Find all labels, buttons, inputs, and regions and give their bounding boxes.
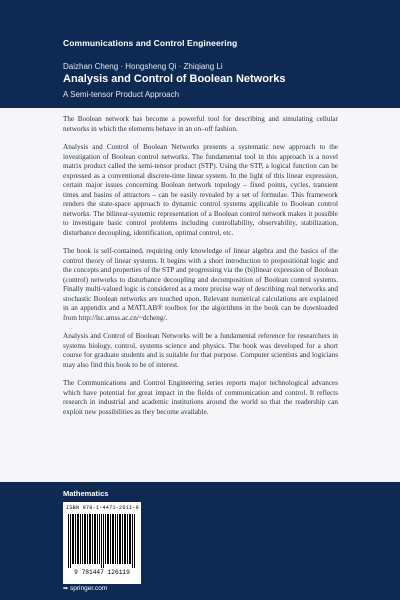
description-panel xyxy=(0,108,400,482)
publisher-link[interactable] xyxy=(63,585,107,592)
isbn-barcode xyxy=(63,502,141,584)
paragraph-5: The Communications and Control Engineering series reports major technological advances which have potential for great impact in the fields of communication and control. It reflects research in industrial and academic institutions around the world so that the readership can exploit new possibilities as they become available. xyxy=(63,379,338,416)
footer-band xyxy=(0,482,400,600)
arrow-right-icon: ➡ xyxy=(63,586,69,592)
paragraph-1: The Boolean network has become a powerful tool for describing and simulating cellular networks in which the elements behave in an on–off fashion. xyxy=(63,115,338,133)
book-subtitle: A Semi-tensor Product Approach xyxy=(63,90,180,99)
subject-label: Mathematics xyxy=(63,489,109,498)
paragraph-2: Analysis and Control of Boolean Networks presents a systematic new approach to the investigation of Boolean control networks. The fundamental tool in this approach is a novel matrix product called the semi-tensor product (STP). Using the STP, a logical function can be expressed as a conventional discrete-time linear system. In the light of this linear expression, certain major issues concerning Boolean network topology – fixed points, cycles, transient times and basins of attractors – can be easily revealed by a set of formulae. This framework renders the state-space approach to dynamic control systems applicable to Boolean control networks. The bilinear-systemic representation of a Boolean control network makes it possible to investigate basic control problems including controllability, observability, stabilization, disturbance decoupling, identification, optimal control, etc. xyxy=(63,143,338,237)
publisher-url[interactable]: springer.com xyxy=(70,585,108,592)
barcode-icon xyxy=(68,514,136,568)
paragraph-4: Analysis and Control of Boolean Networks will be a fundamental reference for researchers in systems biology, control, systems science and physics. The book was developed for a short course for graduate students and is suitable for that purpose. Computer scientists and logicians may also find this book to be of interest. xyxy=(63,332,338,369)
header-band xyxy=(0,0,400,108)
series-name: Communications and Control Engineering xyxy=(63,38,238,48)
isbn-label: ISBN 978-1-4471-2611-9 xyxy=(66,505,139,511)
authors: Daizhan Cheng · Hongsheng Qi · Zhiqiang Li xyxy=(63,62,223,71)
barcode-digits: 9 781447 126119 xyxy=(74,569,130,576)
paragraph-3: The book is self-contained, requiring only knowledge of linear algebra and the basics of the control theory of linear systems. It begins with a short introduction to prepositional logic and the concepts and properties of the STP and progressing via the (bi)linear expression of Boolean (control) networks to disturbance decoupling and decomposition of Boolean control systems. Finally multi-valued logic is considered as a more precise way of describing real networks and stochastic Boolean networks are touched upon. Relevant numerical calculations are explained in an appendix and a MATLAB® toolbox for the algorithms in the book can be downloaded from http://lsc.amss.ac.cn/~dcheng/. xyxy=(63,247,338,322)
book-title: Analysis and Control of Boolean Networks xyxy=(63,73,286,85)
description-text xyxy=(63,115,338,426)
